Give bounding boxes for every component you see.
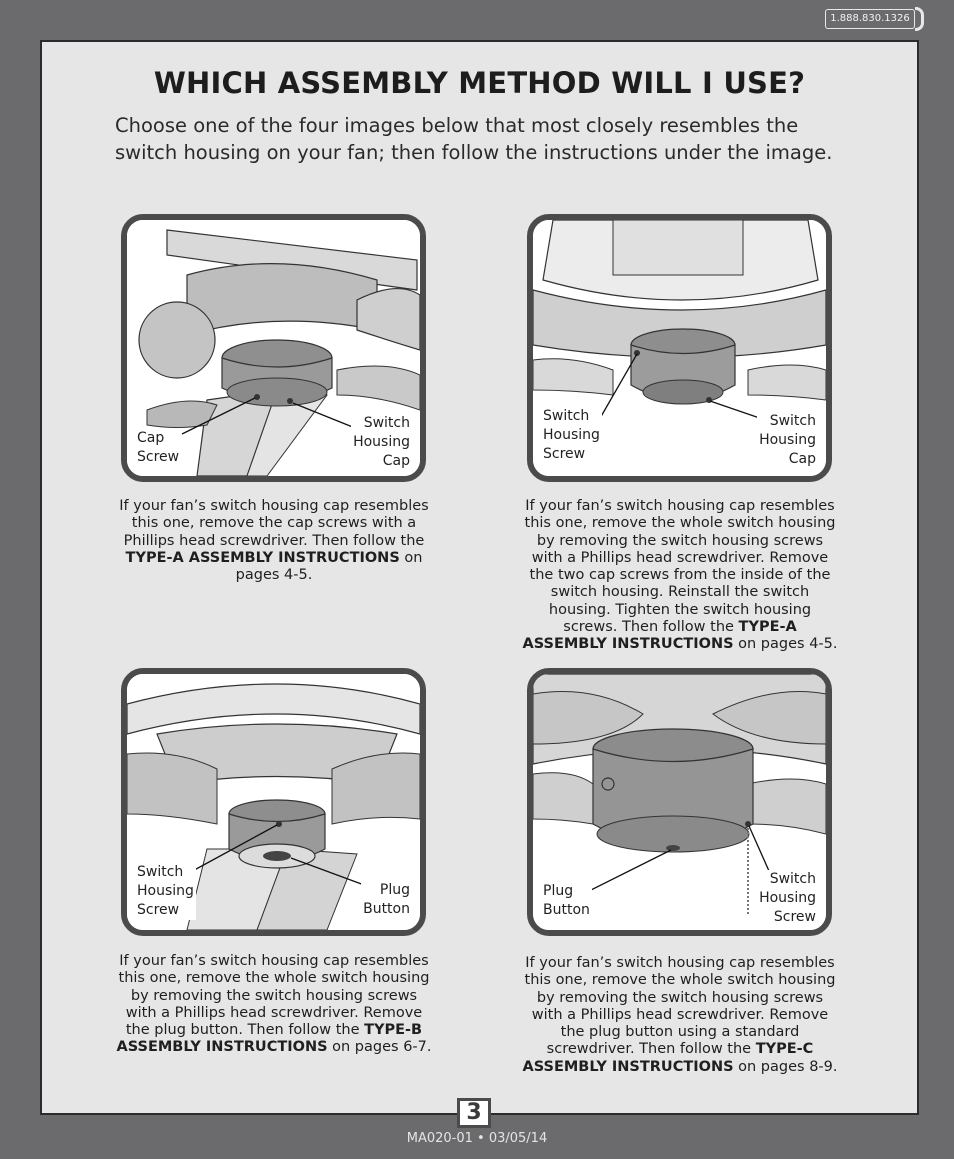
caption-text: on pages 6-7. [327,1039,432,1056]
illustration-frame [527,214,832,482]
label-line: Cap [788,451,816,467]
caption-type-a-housing [520,498,840,654]
caption-text: If your fan’s switch housing cap resembles this one, remove the whole switch housing by removing the switch housing screws with a Phillips head screwdriver. Remove the plug button using a standard screwdriver. Then follow the [524,955,836,1058]
label-line: Housing [759,432,816,448]
label-line: Switch [137,864,184,880]
phone-number: 1.888.830.1326 [825,9,915,29]
label-plug-button [541,882,592,920]
caption-type-a-cap [114,498,434,584]
caption-bold: TYPE-A ASSEMBLY INSTRUCTIONS [522,619,797,653]
main-panel [40,40,919,1115]
label-line: Screw [137,449,180,465]
label-line: Screw [543,446,586,462]
illustration-frame [527,668,832,936]
caption-bold: TYPE-C ASSEMBLY INSTRUCTIONS [522,1041,814,1075]
label-line: Switch [543,408,590,424]
caption-text: If your fan’s switch housing cap resembles this one, remove the whole switch housing by removing the switch housing screws with a Phillips head screwdriver. Remove the two cap screws from the inside of the switch housing. Reinstall the switch housing. Tighten the switch housing screws. Then follow the [524,498,836,636]
caption-text: on pages 4-5. [733,636,838,653]
caption-text: If your fan’s switch housing cap resembles this one, remove the whole switch housing by removing the switch housing screws with a Phillips head screwdriver. Remove the plug button. Then follow the [118,953,430,1039]
label-line: Switch [363,415,410,431]
label-line: Housing [543,427,600,443]
card-type-b [121,668,426,936]
label-plug-button [361,881,412,919]
label-line: Housing [137,883,194,899]
label-line: Plug [543,883,574,899]
label-line: Button [543,902,590,918]
page-title: WHICH ASSEMBLY METHOD WILL I USE? [153,66,806,100]
label-line: Housing [353,434,410,450]
label-line: Switch [769,413,816,429]
phone-bracket-icon [915,7,924,31]
label-line: Cap [137,430,165,446]
label-switch-housing-cap [757,412,818,469]
caption-text: If your fan’s switch housing cap resembles this one, remove the cap screws with a Phillips head screwdriver. Then follow the [119,498,429,549]
label-line: Screw [137,902,180,918]
label-line: Button [363,901,410,917]
label-switch-housing-screw [541,407,602,464]
label-line: Housing [759,890,816,906]
card-type-c [527,668,832,936]
label-switch-housing-cap [351,414,412,471]
label-switch-housing-screw [135,863,196,920]
page-number: 3 [457,1098,491,1128]
label-cap-screw [135,429,181,467]
intro-text: Choose one of the four images below that most closely resembles the switch housing on your fan; then follow the instructions under the image. [115,114,833,164]
label-switch-housing-screw [757,870,818,927]
label-line: Switch [769,871,816,887]
caption-bold: TYPE-A ASSEMBLY INSTRUCTIONS [125,549,400,566]
card-type-a-housing [527,214,832,482]
caption-type-c [520,955,840,1076]
label-line: Screw [773,909,816,925]
illustration-frame [121,214,426,482]
document-code-footer: MA020-01 • 03/05/14 [406,1131,548,1146]
card-type-a-cap [121,214,426,482]
caption-text: on pages 8-9. [733,1058,838,1075]
caption-type-b [114,953,434,1057]
caption-text: on pages 4-5. [235,549,423,584]
caption-bold: TYPE-B ASSEMBLY INSTRUCTIONS [116,1022,423,1056]
label-line: Cap [382,453,410,469]
illustration-frame [121,668,426,936]
label-line: Plug [379,882,410,898]
